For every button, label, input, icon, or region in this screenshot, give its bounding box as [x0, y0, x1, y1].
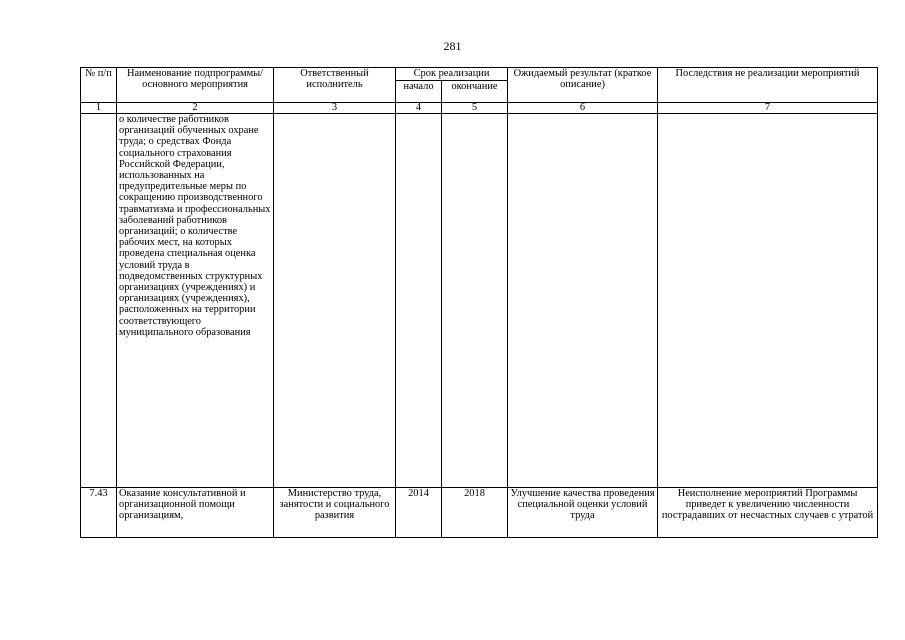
row-result: Улучшение качества проведения специальной оценки условий труда	[508, 488, 658, 538]
header-name: Наименование подпрограммы/ основного мероприятия	[117, 68, 274, 103]
header-start: начало	[396, 81, 442, 103]
header-result: Ожидаемый результат (краткое описание)	[508, 68, 658, 103]
table-row	[81, 114, 878, 488]
row-responsible: Министерство труда, занятости и социального развития	[274, 488, 396, 538]
row-start: 2014	[396, 488, 442, 538]
header-num: № п/п	[81, 68, 117, 103]
row-consequences: Неисполнение мероприятий Программы приведет к увеличению численности пострадавших от несчастных случаев с утратой	[658, 488, 878, 538]
program-table	[80, 67, 878, 538]
row-end	[442, 114, 508, 488]
row-name: Оказание консультативной и организационной помощи организациям,	[117, 488, 274, 538]
column-number: 3	[274, 103, 396, 114]
header-responsible: Ответственный исполнитель	[274, 68, 396, 103]
row-name: о количестве работников организаций обученных охране труда; о средствах Фонда социального страхования Российской Федерации, использованных на предупредительные меры по сокращению производственного травматизма и профессиональных заболеваний работников организаций; о количестве рабочих мест, на которых проведена специальная оценка условий труда в подведомственных структурных организациях (учреждениях) и организациях (учреждениях), расположенных на территории соответствующего муниципального образования	[117, 114, 274, 488]
column-number: 2	[117, 103, 274, 114]
column-number: 1	[81, 103, 117, 114]
table-row	[81, 488, 878, 538]
row-start	[396, 114, 442, 488]
header-term: Срок реализации	[396, 68, 508, 81]
row-result	[508, 114, 658, 488]
row-responsible	[274, 114, 396, 488]
column-number: 6	[508, 103, 658, 114]
row-num: 7.43	[81, 488, 117, 538]
row-consequences	[658, 114, 878, 488]
row-end: 2018	[442, 488, 508, 538]
header-consequences: Последствия не реализации мероприятий	[658, 68, 878, 103]
header-end: окончание	[442, 81, 508, 103]
column-number: 5	[442, 103, 508, 114]
row-num	[81, 114, 117, 488]
column-number: 4	[396, 103, 442, 114]
page-number: 281	[443, 39, 462, 53]
column-number: 7	[658, 103, 878, 114]
